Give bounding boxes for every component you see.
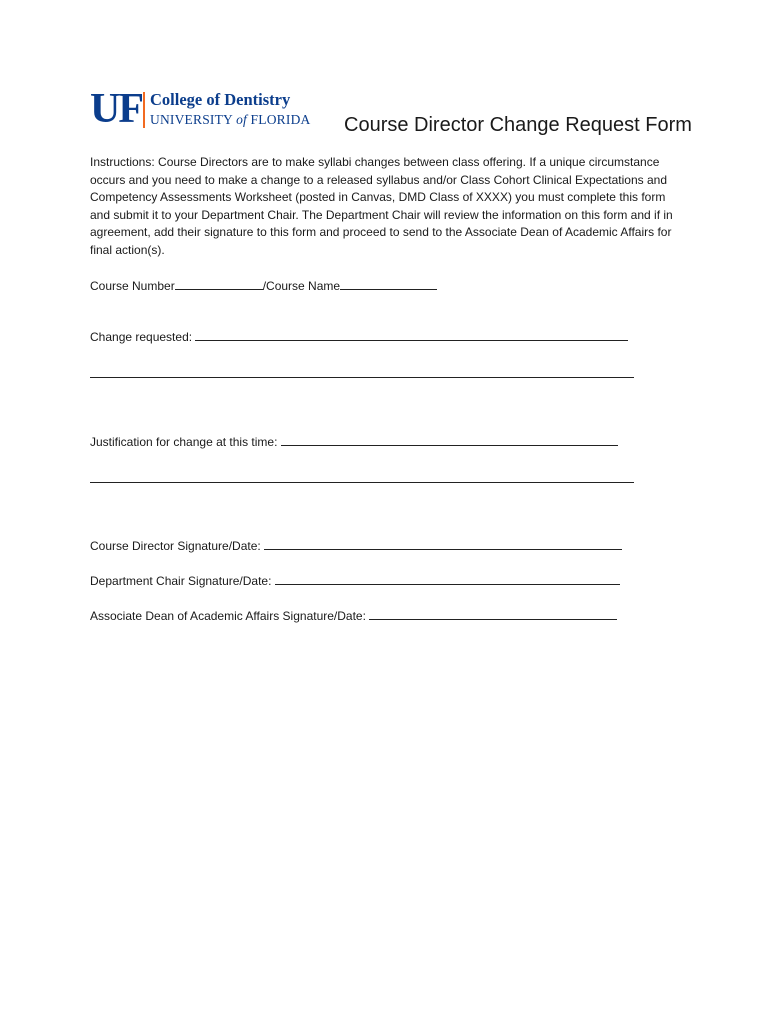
course-director-signature-field[interactable] (264, 538, 622, 550)
uf-logo-mark: UF (90, 86, 142, 132)
department-chair-signature-field[interactable] (275, 573, 620, 585)
department-chair-signature-row (90, 573, 620, 589)
change-requested-label: Change requested: (90, 330, 196, 344)
logo-university-name: UNIVERSITY of FLORIDA (150, 112, 311, 127)
course-director-signature-row (90, 538, 622, 554)
course-number-label: Course Number (90, 279, 175, 293)
justification-continuation-line[interactable] (90, 482, 634, 483)
justification-field[interactable] (281, 434, 618, 446)
logo-college-name: College of Dentistry (150, 90, 291, 109)
justification-row (90, 434, 618, 450)
instructions-paragraph: Instructions: Course Directors are to make syllabi changes between class offering. If a unique circumstance occurs and you need to make a change to a released syllabus and/or Class Cohort Clinical Expectations and Competency Assessments Worksheet (posted in Canvas, DMD Class of XXXX) you must complete this form and submit it to your Department Chair. The Department Chair will review the information on this form and if in agreement, add their signature to this form and proceed to send to the Associate Dean of Academic Affairs for final action(s). (90, 155, 673, 257)
course-director-signature-label: Course Director Signature/Date: (90, 539, 265, 553)
associate-dean-signature-field[interactable] (369, 608, 617, 620)
associate-dean-signature-row (90, 608, 617, 624)
course-name-label: /Course Name (262, 279, 341, 293)
change-requested-row (90, 329, 628, 345)
change-requested-continuation-line[interactable] (90, 377, 634, 378)
course-name-field[interactable] (340, 278, 437, 290)
uf-college-of-dentistry-logo (90, 86, 330, 132)
logo-divider (143, 92, 145, 128)
change-requested-field[interactable] (195, 329, 628, 341)
form-title: Course Director Change Request Form (344, 114, 692, 136)
course-number-field[interactable] (175, 278, 263, 290)
course-number-row (90, 278, 437, 294)
associate-dean-signature-label: Associate Dean of Academic Affairs Signature/Date: (90, 609, 370, 623)
department-chair-signature-label: Department Chair Signature/Date: (90, 574, 275, 588)
justification-label: Justification for change at this time: (90, 435, 281, 449)
